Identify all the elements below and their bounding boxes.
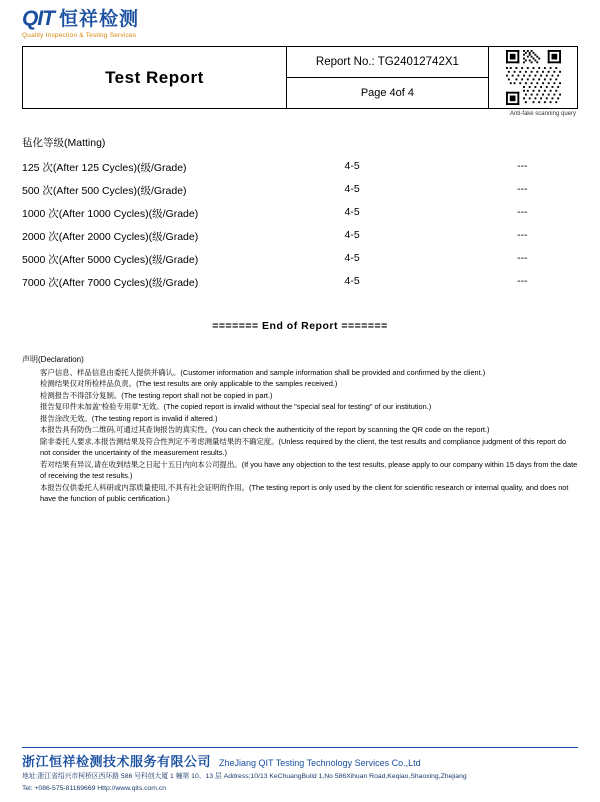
list-item: 报告复印件未加盖"检验专用章"无效。(The copied report is invalid without the "special seal for testing" of our institution.) bbox=[40, 402, 432, 412]
result-note: --- bbox=[517, 252, 528, 264]
result-grade: 4-5 bbox=[344, 275, 360, 287]
company-name-cn: 恒祥检测 bbox=[59, 9, 140, 30]
declaration-list bbox=[22, 367, 578, 505]
page-number: Page 4of 4 bbox=[286, 78, 488, 109]
result-item: 125 次(After 125 Cycles)(级/Grade) bbox=[22, 162, 187, 174]
result-note: --- bbox=[517, 206, 528, 218]
page-footer bbox=[22, 747, 578, 794]
footer-company bbox=[22, 751, 578, 770]
results-table bbox=[22, 156, 578, 294]
result-grade: 4-5 bbox=[344, 183, 360, 195]
result-item: 7000 次(After 7000 Cycles)(级/Grade) bbox=[22, 277, 199, 289]
table-row bbox=[22, 156, 578, 179]
page-title: Test Report bbox=[23, 47, 287, 109]
result-note: --- bbox=[517, 183, 528, 195]
list-item: 检测结果仅对所检样品负责。(The test results are only applicable to the samples received.) bbox=[40, 379, 338, 389]
list-item: 本报告具有防伪二维码,可通过其查询报告的真实性。(You can check the authenticity of the report by scanning the QR code on the report.) bbox=[40, 425, 490, 435]
table-row bbox=[22, 202, 578, 225]
brand-header bbox=[22, 0, 578, 44]
result-note: --- bbox=[517, 160, 528, 172]
report-header-table bbox=[22, 46, 578, 109]
footer-contact: Tel: +086-575-81169669 Http://www.qits.com.cn bbox=[22, 784, 167, 792]
company-logo: QIT bbox=[22, 7, 54, 30]
footer-address: 地址:浙江省绍兴市柯桥区西环路 586 号科创大厦 1 幢第 10、13 层 Address:10/13 KeChuangBuild 1,No 586Xihuan Road,Keqiao,Shaoxing,Zhejiang bbox=[22, 772, 467, 780]
table-row bbox=[22, 271, 578, 294]
result-note: --- bbox=[517, 229, 528, 241]
results-section bbox=[22, 135, 578, 332]
result-item: 5000 次(After 5000 Cycles)(级/Grade) bbox=[22, 254, 199, 266]
result-item: 500 次(After 500 Cycles)(级/Grade) bbox=[22, 185, 187, 197]
list-item: 报告涂改无效。(The testing report is invalid if altered.) bbox=[40, 413, 218, 423]
result-grade: 4-5 bbox=[344, 252, 360, 264]
qr-cell bbox=[489, 47, 578, 109]
qr-code-icon[interactable] bbox=[506, 50, 561, 105]
report-number: Report No.: TG24012742X1 bbox=[286, 47, 488, 78]
table-row bbox=[22, 179, 578, 202]
list-item: 本报告仅供委托人科研或内部质量使用,不具有社会证明的作用。(The testing report is only used by the client for scientific research or internal quality, and does not have the function of public certification.) bbox=[40, 482, 569, 504]
qr-caption: Anti-fake scanning query bbox=[509, 111, 576, 117]
company-tagline: Quality Inspection & Testing Services bbox=[22, 32, 137, 39]
footer-divider bbox=[22, 747, 578, 748]
list-item: 检测报告不得部分复制。(The testing report shall not be copied in part.) bbox=[40, 390, 273, 400]
list-item: 除非委托人要求,本报告测结果及符合性判定不考虑测量结果的不确定度。(Unless required by the client, the test results and compliance judgment of this report do not consider the uncertainty of the measurement results.) bbox=[40, 436, 567, 458]
result-grade: 4-5 bbox=[344, 229, 360, 241]
result-note: --- bbox=[517, 275, 528, 287]
result-item: 2000 次(After 2000 Cycles)(级/Grade) bbox=[22, 231, 199, 243]
list-item: 若对结果有异议,请在收到结果之日起十五日内向本公司提出。(If you have any objection to the test results, please apply to our company within 15 days from the date of receiving the test results.) bbox=[40, 459, 578, 481]
end-of-report: ======= End of Report ======= bbox=[212, 320, 388, 332]
table-row bbox=[22, 248, 578, 271]
footer-company-en: ZheJiang QIT Testing Technology Services Co.,Ltd bbox=[219, 757, 421, 768]
brand-top-row bbox=[22, 8, 139, 29]
result-grade: 4-5 bbox=[344, 206, 360, 218]
result-grade: 4-5 bbox=[344, 160, 360, 172]
footer-company-cn: 浙江恒祥检测技术服务有限公司 bbox=[22, 753, 212, 769]
brand-texts bbox=[22, 8, 139, 39]
result-item: 1000 次(After 1000 Cycles)(级/Grade) bbox=[22, 208, 199, 220]
declaration-section bbox=[22, 354, 578, 505]
table-row bbox=[22, 225, 578, 248]
declaration-title: 声明(Declaration) bbox=[22, 355, 84, 364]
section-heading: 毡化等级(Matting) bbox=[22, 137, 106, 149]
list-item: 客户信息、样品信息由委托人提供并确认。(Customer information and sample information shall be provided and confirmed by the client.) bbox=[40, 368, 486, 377]
